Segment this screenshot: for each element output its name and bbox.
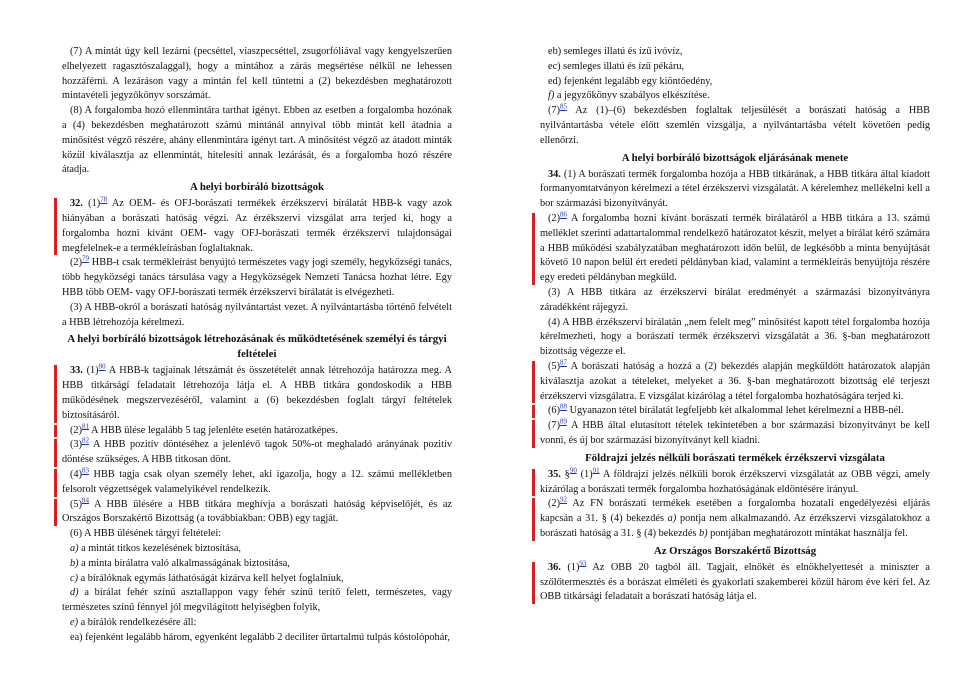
footnote-link[interactable]: 79 [82, 254, 90, 263]
paragraph-text: ed) fejenként legalább egy kiöntőedény, [548, 75, 713, 87]
amended-paragraph [540, 561, 930, 605]
paragraph [62, 631, 452, 646]
footnote-link[interactable]: 85 [560, 102, 568, 111]
paragraph-text: (2) [70, 257, 83, 269]
footnote-link[interactable]: 91 [592, 466, 600, 475]
paragraph-text: f) [548, 90, 555, 102]
amended-paragraph [62, 498, 452, 528]
footnote-link[interactable]: 82 [82, 436, 90, 445]
paragraph [62, 572, 452, 587]
paragraph-text: § [560, 468, 570, 480]
footnote-link[interactable]: 93 [579, 559, 587, 568]
paragraph [62, 542, 452, 557]
paragraph-text: a jegyzőkönyv szabályos elkészítése. [554, 90, 710, 102]
amended-paragraph [540, 404, 930, 419]
paragraph-text: (1) [560, 561, 580, 573]
paragraph-text: A borászati hatóság a hozzá a (2) bekezdés alapján megküldött határozatok alapján kiválasztja azokat a tételeket, melyeket a 36. §-ban meghatározott bizottság elé terjeszt érzékszervi vizsgálatra. E vizsgálat kizárólag a tétel forgalomba hozhatóságára terjed ki. [540, 360, 930, 402]
paragraph [540, 60, 930, 75]
paragraph-text: Az FN borászati termékek esetében a forgalomba hozatali engedélyezési eljárás kapcsán a 31. § (4) bekezdés [540, 498, 930, 525]
footnote-link[interactable]: 87 [560, 358, 568, 367]
paragraph-text: ea) fejenként legalább három, egyenként legalább 2 deciliter űrtartalmú tulpás kóstolópohár, [70, 631, 450, 643]
section-number: 35. [548, 468, 561, 480]
paragraph-text: (3) [70, 439, 83, 451]
paragraph-text: (2) [548, 498, 561, 510]
right-column [540, 45, 930, 605]
paragraph [540, 75, 930, 90]
footnote-link[interactable]: 78 [100, 195, 108, 204]
paragraph [62, 256, 452, 300]
paragraph-text: (6) [548, 405, 561, 417]
paragraph [540, 316, 930, 360]
paragraph [540, 168, 930, 212]
paragraph-text: A HBB által elutasított tételek tekintetében a bor származási bizonyítványt be kell vonni, és új bor származási bizonyítványt kell kiadni. [540, 420, 930, 446]
paragraph-text: (5) [548, 360, 561, 372]
paragraph-text: (7) [548, 105, 561, 117]
section-number: 33. [70, 365, 83, 377]
footnote-link[interactable]: 89 [560, 417, 568, 426]
paragraph-text: (1) [82, 365, 99, 377]
paragraph-text: a mintát titkos kezelésének biztosítása, [78, 542, 241, 554]
footnote-link[interactable]: 84 [82, 496, 90, 505]
amended-paragraph [540, 212, 930, 286]
section-heading: A helyi borbíráló bizottságok eljárásának menete [621, 151, 849, 164]
paragraph-text: HBB tagja csak olyan személy lehet, aki igazolja, hogy a 12. számú mellékletben felsorolt végzettségek valamelyikével rendelkezik. [62, 468, 452, 495]
amended-paragraph [62, 468, 452, 498]
paragraph-text: (7) A mintát úgy kell lezárni (pecséttel, viaszpecséttel, zsugorfóliával vagy kengyelszerűen elhelyezett ragasztószalaggal), hogy a mintához a zárás megsértése nélkül ne lehessen hozzáférni. A lezáráson vagy a mintán fel kell tüntetni a (2) bekezdésben meghatározott mintavételi jegyzőkönyv sorszámát. [62, 46, 452, 102]
paragraph-text: A forgalomba hozni kívánt borászati termék bírálatáról a HBB titkára a 13. számú melléklet szerinti adattartalommal rendelkező határozatot készít, melyet a bírálat kérő számára a HBB működési szabályzatában meghatározott időn belül, de legkésőbb a minta benyújtását követő 10 napon belül ért eredeti példányban kiad, valamint a termékleírás benyújtója részére egy eredeti példányban megküld. [540, 212, 930, 284]
paragraph [540, 45, 930, 60]
paragraph [540, 89, 930, 104]
paragraph-text: pontja nem alkalmazandó. Az érzékszervi vizsgálatokhoz a borászati hatóság a 31. § (4) bekezdés [540, 513, 930, 539]
amended-paragraph [62, 424, 452, 439]
paragraph-text: e) [70, 616, 78, 628]
paragraph-text: Az (1)–(6) bekezdésben foglaltak teljesülését a borászati hatóság a HBB nyilvántartásba vétele előtt szemlén vizsgálja, a nyilvántartásba vételt követően pedig ellenőrzi. [540, 105, 930, 146]
paragraph-text: (3) A HBB-okról a borászati hatóság nyilvántartást vezet. A nyilvántartásba történő felvételt a HBB létrehozója kérelmezi. [62, 301, 452, 328]
paragraph-text: c) [70, 572, 78, 584]
amended-paragraph [540, 497, 930, 541]
paragraph-text: (8) A forgalomba hozó ellenmintára tarthat igényt. Ebben az esetben a forgalomba hozónak a (4) bekezdésben meghatározott számú mintánál annyival több mintát kell átadnia a minősítést végző részére, ahány ellenmintára igényt tart. A minősítést végző az átadott minták közül kiválasztja az ellenmintát, hitelesíti annak lezárását, és a forgalomba hozó részére átadja. [62, 105, 452, 176]
footnote-link[interactable]: 80 [98, 362, 106, 371]
amended-paragraph [540, 468, 930, 498]
paragraph [62, 586, 452, 616]
paragraph-text: A HBB-k tagjainak létszámát és összetételét annak létrehozója határozza meg. A HBB titkárságí feladatait létrehozója látja el. A HBB titkára gondoskodik a HBB működésének megszervezéséről, valamint a (6) bekezdésben foglalt tárgyi feltételek biztosításáról. [62, 365, 452, 421]
footnote-link[interactable]: 81 [82, 422, 90, 431]
paragraph-text: A HBB ülésére a HBB titkára meghívja a borászati hatóság képviselőjét, és az Országos Borszakértő Bizottság (a továbbiakban: OBB) egy tagját. [62, 498, 452, 525]
paragraph [540, 286, 930, 316]
paragraph-text: a bírálók rendelkezésére áll: [78, 616, 197, 628]
footnote-link[interactable]: 86 [560, 210, 568, 219]
left-column [62, 45, 452, 645]
section-heading: Földrajzi jelzés nélküli borászati termékek érzékszervi vizsgálata [585, 451, 885, 464]
paragraph-text: (4) [70, 468, 83, 480]
paragraph-text: a) [70, 542, 79, 554]
amended-paragraph [540, 419, 930, 449]
paragraph-text: d) [70, 587, 79, 599]
paragraph-text: eb) semleges illatú és ízű ivóvíz, [548, 46, 683, 57]
paragraph [62, 45, 452, 104]
section-number: 32. [70, 198, 83, 210]
footnote-link[interactable]: 83 [82, 466, 90, 475]
paragraph-text: (6) A HBB ülésének tárgyi feltételei: [70, 528, 222, 540]
paragraph-text: Az OEM- és OFJ-borászati termékek érzékszervi bírálatát HBB-k vagy azok hiányában a borászati hatóság végzi. Az érzékszervi vizsgálat arra terjed ki, hogy a forgalomba hozni kívánt OEM- vagy OFJ-borászati termék érzékszervi tulajdonságai megfelelnek-e a termékleírásban foglaltaknak. [62, 198, 452, 254]
paragraph-text: A földrajzi jelzés nélküli borok érzékszervi vizsgálatát az OBB végzi, amely kizárólag a borászati termék forgalomba hozhatóságának eldöntésére irányul. [540, 468, 930, 495]
paragraph-text: A HBB ülése legalább 5 tag jelenléte esetén határozatképes. [89, 424, 338, 436]
paragraph [62, 616, 452, 631]
paragraph [540, 104, 930, 148]
footnote-link[interactable]: 88 [560, 402, 568, 411]
paragraph-text: a) [667, 513, 677, 525]
paragraph-text: (1) [576, 468, 593, 480]
paragraph-text: a minta bírálatra való alkalmasságának biztosítása, [78, 557, 290, 569]
paragraph-text: a bírálat fehér színű asztallappon vagy fehér színű terítő felett, természetes, vagy természetes színű fénnyel jól megvilágított helyiségben folyik, [62, 587, 452, 614]
paragraph-text: pontjában meghatározott mintákat használja fel. [707, 527, 908, 539]
paragraph-text: (2) [70, 424, 83, 436]
footnote-link[interactable]: 90 [569, 466, 577, 475]
paragraph-text: (5) [70, 498, 83, 510]
paragraph [62, 527, 452, 542]
amended-paragraph [62, 197, 452, 256]
paragraph [62, 301, 452, 331]
paragraph-text: Ugyanazon tétel bírálatát legfeljebb két alkalommal lehet kérelmezni a HBB-nél. [567, 405, 904, 417]
paragraph [62, 104, 452, 178]
paragraph-text: b) [698, 527, 708, 539]
paragraph-text: A HBB pozitív döntéséhez a jelenlévő tagok 50%-ot meghaladó arányának pozitív döntése szükséges. A HBB titkosan dönt. [62, 439, 452, 466]
paragraph-text: (7) [548, 420, 561, 432]
section-heading: A helyi borbíráló bizottságok [189, 181, 325, 194]
paragraph-text: ec) semleges illatú és ízű pékáru, [548, 60, 685, 72]
paragraph-text: HBB-t csak termékleírást benyújtó természetes vagy jogi személy, hegyközségi tanács, több hegyközségi tanács társulása vagy a Hegyközségek Nemzeti Tanácsa hozhat létre. Egy HBB több OEM- vagy OFJ-borászati termék érzékszervi bírálatát is elvégezheti. [62, 257, 452, 298]
section-number: 34. [548, 168, 561, 180]
section-heading: Az Országos Borszakértő Bizottság [653, 544, 817, 557]
section-heading: A helyi borbíráló bizottságok létrehozásának és működtetésének személyi és tárgyi feltételei [67, 333, 447, 361]
footnote-link[interactable]: 92 [560, 495, 568, 504]
paragraph-text: (4) A HBB érzékszervi bírálatán „nem felelt meg” minősítést kapott tétel forgalomba hozója kérelmezheti, hogy a borászati termék érzékszervi vizsgálatát a 36. §-ban meghatározott bizottság végezze el. [540, 316, 930, 358]
paragraph-text: (1) [82, 198, 101, 210]
paragraph [62, 557, 452, 572]
paragraph-text: (3) A HBB titkára az érzékszervi bírálat eredményét a származási bizonyítványra záradékként rájegyzi. [540, 286, 930, 313]
paragraph-text: (1) A borászati termék forgalomba hozója a HBB titkárának, a HBB titkára által kiadott formanyomtatványon kérelmezi a tétel érzékszervi vizsgálatát. A kérelemhez mellékelni kell a bor származási bizonyítványát. [540, 168, 930, 210]
amended-paragraph [540, 360, 930, 404]
paragraph-text: Az OBB 20 tagból áll. Tagjait, elnökét és elnökhelyettesét a miniszter a szőlőtermesztés és a borászat elméleti és gyakorlati szakemberei közül három éve kéri fel. Az OBB titkársági feladatait a borászati hatóság látja el. [540, 561, 930, 603]
amended-paragraph [62, 364, 452, 423]
section-number: 36. [548, 561, 561, 573]
amended-paragraph [62, 438, 452, 468]
paragraph-text: a bírálóknak egymás láthatóságát kizárva kell helyet foglalniuk, [78, 572, 344, 584]
paragraph-text: b) [70, 557, 79, 569]
paragraph-text: (2) [548, 212, 561, 224]
